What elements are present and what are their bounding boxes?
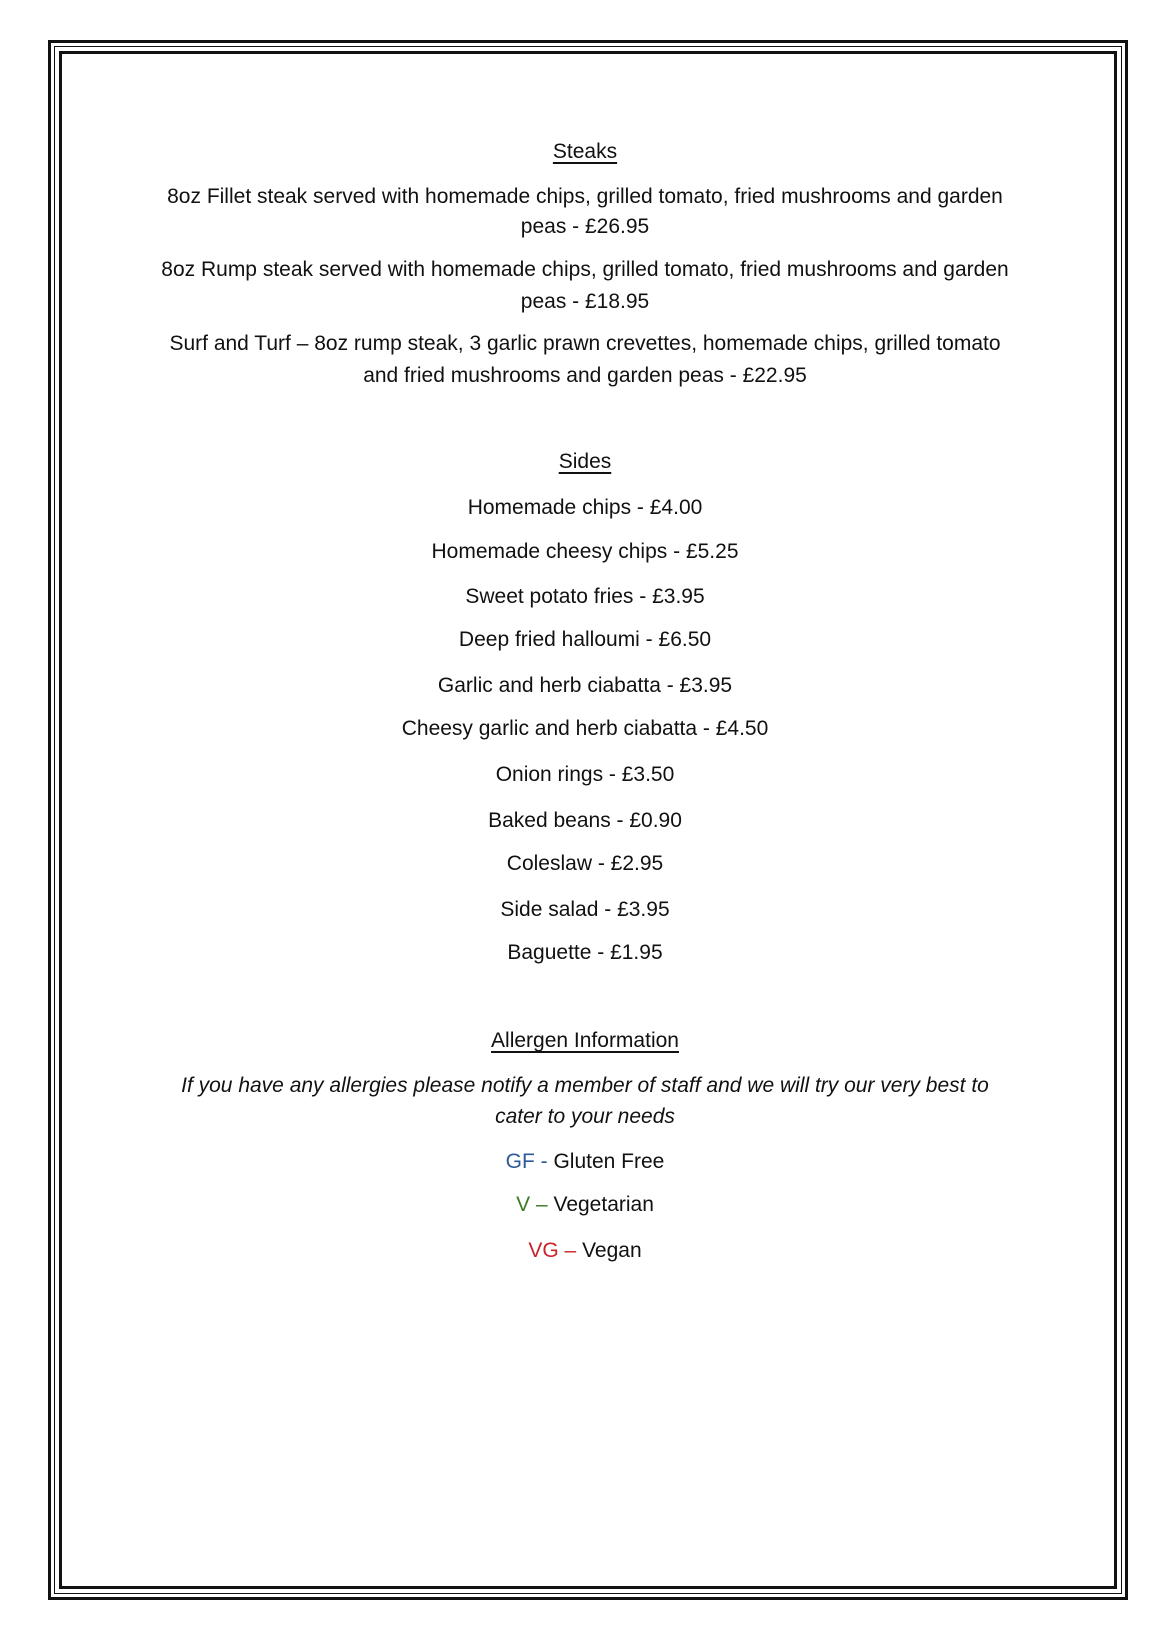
allergen-label: Vegan	[582, 1239, 642, 1262]
side-item: Onion rings - £3.50	[495, 763, 675, 786]
steak-item-line: 8oz Fillet steak served with homemade chips, grilled tomato, fried mushrooms and garden	[167, 185, 1003, 208]
side-item: Sweet potato fries - £3.95	[465, 585, 705, 608]
allergen-code: GF -	[505, 1150, 554, 1173]
allergen-note: If you have any allergies please notify a member of staff and we will try our very best to	[181, 1074, 989, 1097]
sides-heading: Sides	[558, 450, 612, 473]
steak-item-line: 8oz Rump steak served with homemade chips, grilled tomato, fried mushrooms and garden	[161, 258, 1009, 281]
steak-item-line: Surf and Turf – 8oz rump steak, 3 garlic prawn crevettes, homemade chips, grilled tomato	[169, 332, 1001, 355]
side-item: Homemade cheesy chips - £5.25	[431, 540, 739, 563]
allergen-code-vg	[140, 1235, 1030, 1267]
side-item: Homemade chips - £4.00	[467, 496, 703, 519]
side-item: Cheesy garlic and herb ciabatta - £4.50	[401, 717, 769, 740]
allergen-code: V –	[516, 1193, 554, 1216]
allergen-code-gf	[140, 1146, 1030, 1178]
side-item: Deep fried halloumi - £6.50	[458, 628, 712, 651]
allergen-note: cater to your needs	[495, 1105, 675, 1128]
steak-item-line: peas - £18.95	[520, 290, 650, 313]
allergen-label: Vegetarian	[553, 1193, 654, 1216]
side-item: Baked beans - £0.90	[488, 809, 682, 832]
allergen-heading: Allergen Information	[491, 1029, 679, 1052]
side-item: Baguette - £1.95	[507, 941, 663, 964]
side-item: Garlic and herb ciabatta - £3.95	[437, 674, 733, 697]
allergen-label: Gluten Free	[553, 1150, 665, 1173]
steak-item-line: and fried mushrooms and garden peas - £22.95	[363, 364, 807, 387]
allergen-code: VG –	[528, 1239, 583, 1262]
steak-item-line: peas - £26.95	[520, 215, 650, 238]
side-item: Coleslaw - £2.95	[506, 852, 664, 875]
allergen-code-v	[140, 1189, 1030, 1221]
side-item: Side salad - £3.95	[500, 898, 670, 921]
steaks-heading: Steaks	[552, 140, 618, 163]
